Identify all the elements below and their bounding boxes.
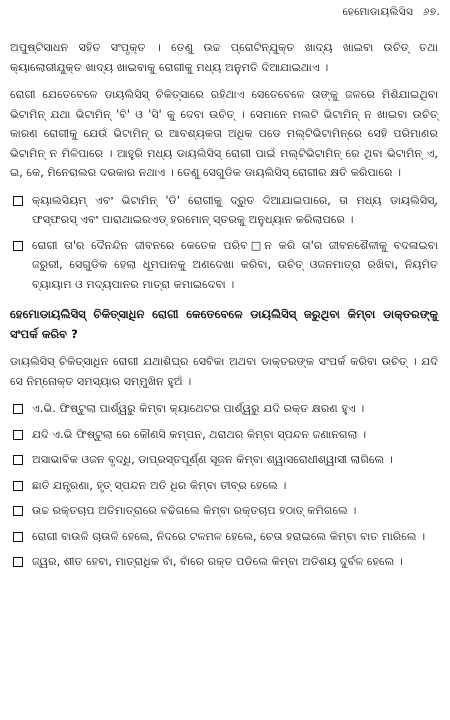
running-header [336, 6, 440, 19]
paragraph-continuation: ଅପୁଷ୍ଟିସାଧନ ସହିତ ସଂପୃକ୍ତ । ତେଣୁ ଉଚ୍ଚ ପ୍ରୋଟିନ୍‌ଯୁକ୍ତ ଖାଦ୍ୟ ଖାଇବା ଉଚିତ୍ ତଥା କ୍ୟାଲୋରୀଯୁକ୍ତ ଖାଦ୍ୟ ଖାଇବାକୁ ରୋଗୀକୁ ମଧ୍ୟ ଅନୁମତି ଦିଆଯାଇଥାଏ । [10, 41, 438, 74]
list-item [10, 501, 438, 521]
list-item [10, 527, 438, 547]
section-intro: ଡାୟଲିସିସ୍ ଚିକିତ୍ସାଧିନ ରୋଗୀ ଯଥାଶିଘ୍ର ସେବିକା ଅଥବା ଡାକ୍ତରଙ୍କ ସଂପର୍କ କରିବା ଉଚିତ୍ । ଯଦି ସେ ନିମ୍ନୋକ୍ତ ସମସ୍ୟାର ସମ୍ମୁଖିନ ହୁଅଁ । [10, 355, 438, 388]
checkbox-bullet-icon [13, 532, 23, 542]
checkbox-bullet-icon [13, 404, 23, 414]
header-title: ହେମୋଡାୟଲିସିସ [342, 6, 414, 18]
checkbox-bullet-icon [13, 557, 23, 567]
checkbox-bullet-icon [13, 481, 23, 491]
list-item-text: ଛାତି ଯନ୍ତ୍ରଣା, ହୃତ୍ ସ୍ପନ୍ଦନ ଅତି ଧିର କିମ୍ବା ତୀବ୍ର ହେଲେ । [32, 478, 287, 492]
paragraph-vitamins: ରୋଗୀ ଯେତେବେଳେ ଡାୟଲିସିସ୍ ଚିକିତ୍ସାରେ ରହିଥାଏ ସେତେବେଳେ ତାଙ୍କୁ ଜଳରେ ମିଶିଯାଇଥିବା ଭିଟାମିନ୍ ଯଥା ଭିଟାମିନ୍ 'ବି' ଓ 'ସି' କୁ ଦେବା ଉଚିତ୍ । ସେମାନେ ମଲଟି ଭିଟାମିନ୍ ନ ଖାଇବା ଉଚିତ୍ କାରଣ ରୋଗୀକୁ ଯେଉଁ ଭିଟାମିନ୍ ର ଆବଶ୍ୟକତା ଅଧିକ ପଡେ ମଲ୍‌ଟିଭିଟାମିନ୍‌ରେ ସେହି ପରିମାଣର ଭିଟାମିନ୍ ନ ମିଳିପାରେ । ଆହୁରି ମଧ୍ୟ ଡାୟଲିସିସ୍ ରୋଗୀ ପାଇଁ ମଲ୍‌ଟିଭିଟାମିନ୍ ରେ ଥିବା ଭିଟାମିନ୍ ଏ, ଇ, କେ, ମିନେରାଲର ଦରକାର ନଥାଏ । ତେଣୁ ସେଗୁଡିକ ଡାୟଲିସିସ୍ ରୋଗୀର କ୍ଷତି କରିପାରେ । [10, 88, 438, 179]
list-item [10, 425, 438, 445]
page-content [10, 38, 438, 578]
list-item-text: ରୋଗୀ ବାଉଳି ଚାଉଳି ହେଲେ, ନିଦରେ ଟଳମଳ ହେଲେ, ଚେତା ହରାଇଲେ କିମ୍ବା ବାତ ମାରିଲେ । [32, 529, 426, 543]
section-heading: ହେମୋଡାୟଲିସିସ୍ ଚିକିତ୍ସାଧିନ ରୋଗୀ କେତେବେଳେ ଡାୟଲିସିସ୍ ଜରୁଥିବା କିମ୍ବା ଡାକ୍ତରଙ୍କୁ ସଂପର୍କ କରିବ ? [10, 307, 438, 341]
checkbox-bullet-icon [13, 455, 23, 465]
checkbox-bullet-icon [13, 506, 23, 516]
list-item-text: ଏ.ଭି. ଫିଷ୍ଟୁଲା ପାର୍ଶ୍ୱରୁ କିମ୍ବା କ୍ୟାଥେଟର ପାର୍ଶ୍ୱରୁ ଯଦି ରକ୍ତ କ୍ଷରଣ ହୁଏ । [32, 402, 365, 415]
list-item [10, 236, 438, 295]
list-item [10, 191, 438, 230]
list-item-text: ଯଦି ଏ.ଭି ଫିଷ୍ଟୁଲା ରେ କୌଣସି କମ୍ପନ, ଥରାଥର କିମ୍ବା ସ୍ପନ୍ଦନ ଜଣାନଗଲା । [32, 427, 367, 441]
list-item-text: ଜ୍ୱର, ଶୀତ ହେବା, ମାତ୍ରାଧିକ ବାଁ, ବାଁରେ ରକ୍ତ ପଡିଲେ କିମ୍ବା ଅତିଶୟ ଦୁର୍ବଳ ହେଲେ । [32, 555, 403, 568]
checkbox-bullet-icon [13, 196, 23, 206]
list-item [10, 399, 438, 419]
list-item-text: କ୍ୟାଲସିୟମ୍ ଏବଂ ଭିଟାମିନ୍ 'ଡି' ରୋଗୀକୁ ଦ୍ରୁତ ଦିଆଯାଇପାରେ, ତା ମଧ୍ୟ ଡାୟଲିସିସ୍, ଫସ୍‌ଫରସ୍ ଏବଂ ପାରାଥାଇରଏଡ୍ ହରମୋନ୍ ସ୍ତରକୁ ଅନୁଧ୍ୟାନ କରିଲାପରେ । [32, 193, 438, 226]
list-item [10, 552, 438, 572]
list-item [10, 476, 438, 496]
list-item-text: ଅସାଭାବିକ ଓଜନ ବୃଦ୍ଧି, ଡାପ୍ରସ୍ତପୂର୍ଣ୍ଣ ସୂଜନ କିମ୍ବା ଶ୍ୱାସରୋଧୀଶ୍ୱାସୀ ଲାଗିଲେ । [32, 453, 393, 466]
page-number: ୬୭. [422, 6, 440, 18]
list-item-text: ରୋଗୀ ତା'ର ଦୈନନ୍ଦିନ ଜୀବନରେ କେତେକ ପରିବ□ନ କରି ତା'ର ଜୀବନଶୈଳୀକୁ ବଦଳାଇବା ଜରୁରୀ, ସେଗୁଡିକ ହେଲା ଧୂମପାନକୁ ଅଣଦେଖା କରିବା, ଉଚିତ୍ ଓଜନମାତ୍ରା ରଖିବା, ନିୟମିତ ବ୍ୟାୟାମ ଓ ମଦ୍ୟପାନର ମାତ୍ରା କମାଇଦେବା । [32, 238, 438, 291]
list-item-text: ଉଚ୍ଚ ରକ୍ତଚାପ ଅତିମାତ୍ରାରେ ବଢିଗଲେ କିମ୍ବା ରକ୍ତଚାପ ହଠାତ୍ କମିଗଲେ । [32, 504, 357, 517]
checkbox-bullet-icon [13, 241, 23, 251]
checkbox-bullet-icon [13, 430, 23, 440]
list-item [10, 450, 438, 470]
